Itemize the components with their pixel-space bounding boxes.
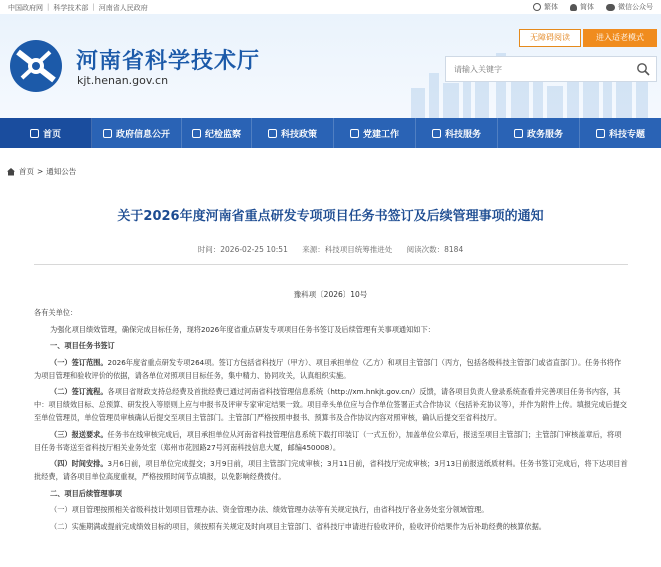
site-header xyxy=(0,14,661,118)
paragraph: （一）项目管理按照相关省级科技计划项目管理办法、资金管理办法、绩效管理办法等有关规定执行，由省科技厅各业务处室分领域管理。 xyxy=(50,505,489,514)
nav-tech-service[interactable] xyxy=(416,118,498,148)
article-meta xyxy=(0,244,661,255)
paragraph-heading: （二）签订流程。 xyxy=(50,387,108,396)
separator: | xyxy=(92,3,95,11)
policy-icon xyxy=(268,129,277,138)
nav-discipline[interactable] xyxy=(182,118,252,148)
section-heading: 二、项目后续管理事项 xyxy=(50,488,122,498)
link-most[interactable]: 科学技术部 xyxy=(53,4,89,12)
paragraph xyxy=(34,356,628,382)
paragraph xyxy=(34,428,628,454)
wechat-label: 微信公众号 xyxy=(618,3,653,11)
paragraph: （二）实施期满或提前完成绩效目标的项目，须按照有关规定及时向项目主管部门、省科技厅申请进行验收评价，验收评价结果作为后补助经费的核算依据。 xyxy=(50,521,546,531)
divider xyxy=(34,264,628,265)
nav-gov-info[interactable] xyxy=(92,118,182,148)
paragraph xyxy=(34,385,628,424)
nav-label: 首页 xyxy=(42,129,61,140)
document-number: 豫科项〔2026〕10号 xyxy=(293,290,368,299)
home-icon xyxy=(30,129,39,138)
section-heading: 一、项目任务书签订 xyxy=(50,341,115,350)
wechat-button[interactable] xyxy=(606,2,653,12)
traditional-label: 繁体 xyxy=(544,3,558,11)
publish-time: 时间：2026-02-25 10:51 xyxy=(197,245,288,254)
separator: | xyxy=(47,3,50,11)
article-title: 关于2026年度河南省重点研发专项项目任务书签订及后续管理事项的通知 xyxy=(117,209,544,224)
nav-label: 科技服务 xyxy=(444,129,481,140)
nav-label: 科技专题 xyxy=(608,129,645,140)
site-domain: kjt.henan.gov.cn xyxy=(77,74,169,87)
nav-topics[interactable] xyxy=(580,118,661,148)
breadcrumb-current[interactable]: 通知公告 xyxy=(46,167,77,176)
home-icon xyxy=(6,167,16,176)
search-icon[interactable] xyxy=(636,62,650,76)
site-title[interactable]: 河南省科学技术厅 xyxy=(76,49,261,74)
breadcrumb xyxy=(6,166,76,177)
nav-policy[interactable] xyxy=(252,118,334,148)
nav-gov-service[interactable] xyxy=(498,118,580,148)
greeting: 各有关单位： xyxy=(34,308,78,317)
document-icon xyxy=(103,129,112,138)
paragraph-text: 各项目省财政支持总经费及首批经费已通过河南省科技管理信息系统（http://xm.hnkjt.gov.cn/）反馈，请各项目负责人登录系统查看并完善项目任务书内容，其中：项目绩效目标、总预算、研发投入等原则上应与申报书及评审专家审定结果一致。项目牵头单位应与合作单位签署正式合作协议（包括补充协议等），并作为附件上传。填报完成后提交至单位管理员，单位管理员审核确认后提交至项目主管部门。主管部门严格按照申报书、预算书及合作协议内容对照审核，确认后提交至省科技厅。 xyxy=(34,387,627,422)
traditional-chinese-button[interactable] xyxy=(533,2,558,12)
star-icon xyxy=(350,129,359,138)
simplified-chinese-button[interactable] xyxy=(570,2,594,12)
wechat-icon xyxy=(606,4,615,11)
nav-label: 政务服务 xyxy=(526,129,563,140)
simplified-label: 简体 xyxy=(580,3,594,11)
link-gov-cn[interactable]: 中国政府网 xyxy=(8,4,43,12)
top-right-tools xyxy=(533,2,653,12)
accessible-reading-button[interactable]: 无障碍阅读 xyxy=(519,29,581,47)
breadcrumb-home[interactable]: 首页 xyxy=(19,167,34,176)
top-strip xyxy=(0,0,661,14)
nav-label: 政府信息公开 xyxy=(115,129,170,140)
breadcrumb-separator: > xyxy=(37,167,44,176)
search-input[interactable] xyxy=(446,58,626,82)
gov-service-icon xyxy=(514,129,523,138)
paragraph-heading: （三）报送要求。 xyxy=(50,429,108,439)
inspect-icon xyxy=(192,129,201,138)
nav-label: 科技政策 xyxy=(280,129,317,140)
top-links xyxy=(8,3,148,13)
paragraph-text: 任务书在线审核完成后，项目承担单位从河南省科技管理信息系统下载打印装订（一式五份），加盖单位公章后，报送至项目主管部门；主管部门审核盖章后，将项目任务书寄送至省科技厅相关业务处室（郑州市花园路27号河南科技信息大厦，邮编450008）。 xyxy=(34,429,622,452)
intro-paragraph: 为强化项目绩效管理，确保完成目标任务，现将2026年度省重点研发专项项目任务书签订及后续管理有关事项通知如下： xyxy=(50,324,435,334)
nav-home[interactable] xyxy=(0,118,92,148)
paragraph-text: 3月6日前，项目单位完成提交；3月9日前，项目主管部门完成审核；3月11日前，省科技厅完成审核；3月13日前报送纸质材料。任务书签订完成后，将下达项目首批经费，请各项目单位高度重视，严格按照时间节点填报，以免影响经费拨付。 xyxy=(34,459,628,481)
paragraph-heading: （一）签订范围。 xyxy=(50,357,108,367)
nav-label: 党建工作 xyxy=(362,129,399,140)
globe-icon xyxy=(533,3,541,11)
topic-icon xyxy=(596,129,605,138)
main-nav xyxy=(0,118,661,148)
search-box xyxy=(445,56,657,82)
link-henan-gov[interactable]: 河南省人民政府 xyxy=(98,4,148,12)
nav-label: 纪检监察 xyxy=(204,129,241,140)
view-count: 阅读次数：8184 xyxy=(406,245,464,254)
user-icon xyxy=(570,4,577,11)
henan-logo-icon[interactable] xyxy=(8,38,64,94)
service-icon xyxy=(432,129,441,138)
paragraph xyxy=(34,457,628,483)
nav-party[interactable] xyxy=(334,118,416,148)
paragraph-text: 2026年度省重点研发专项264项。签订方包括省科技厅（甲方）、项目承担单位（乙方）和项目主管部门（丙方，包括各级科技主管部门或省直部门）。任务书将作为项目管理和验收评价的依据，请各单位对照项目目标任务，集中精力、协同攻关，认真组织实施。 xyxy=(34,357,622,380)
article-source: 来源：科技项目统筹推进处 xyxy=(302,245,393,254)
paragraph-heading: （四）时间安排。 xyxy=(50,459,108,468)
article-body xyxy=(34,306,628,536)
elder-mode-button[interactable]: 进入适老模式 xyxy=(583,29,657,47)
